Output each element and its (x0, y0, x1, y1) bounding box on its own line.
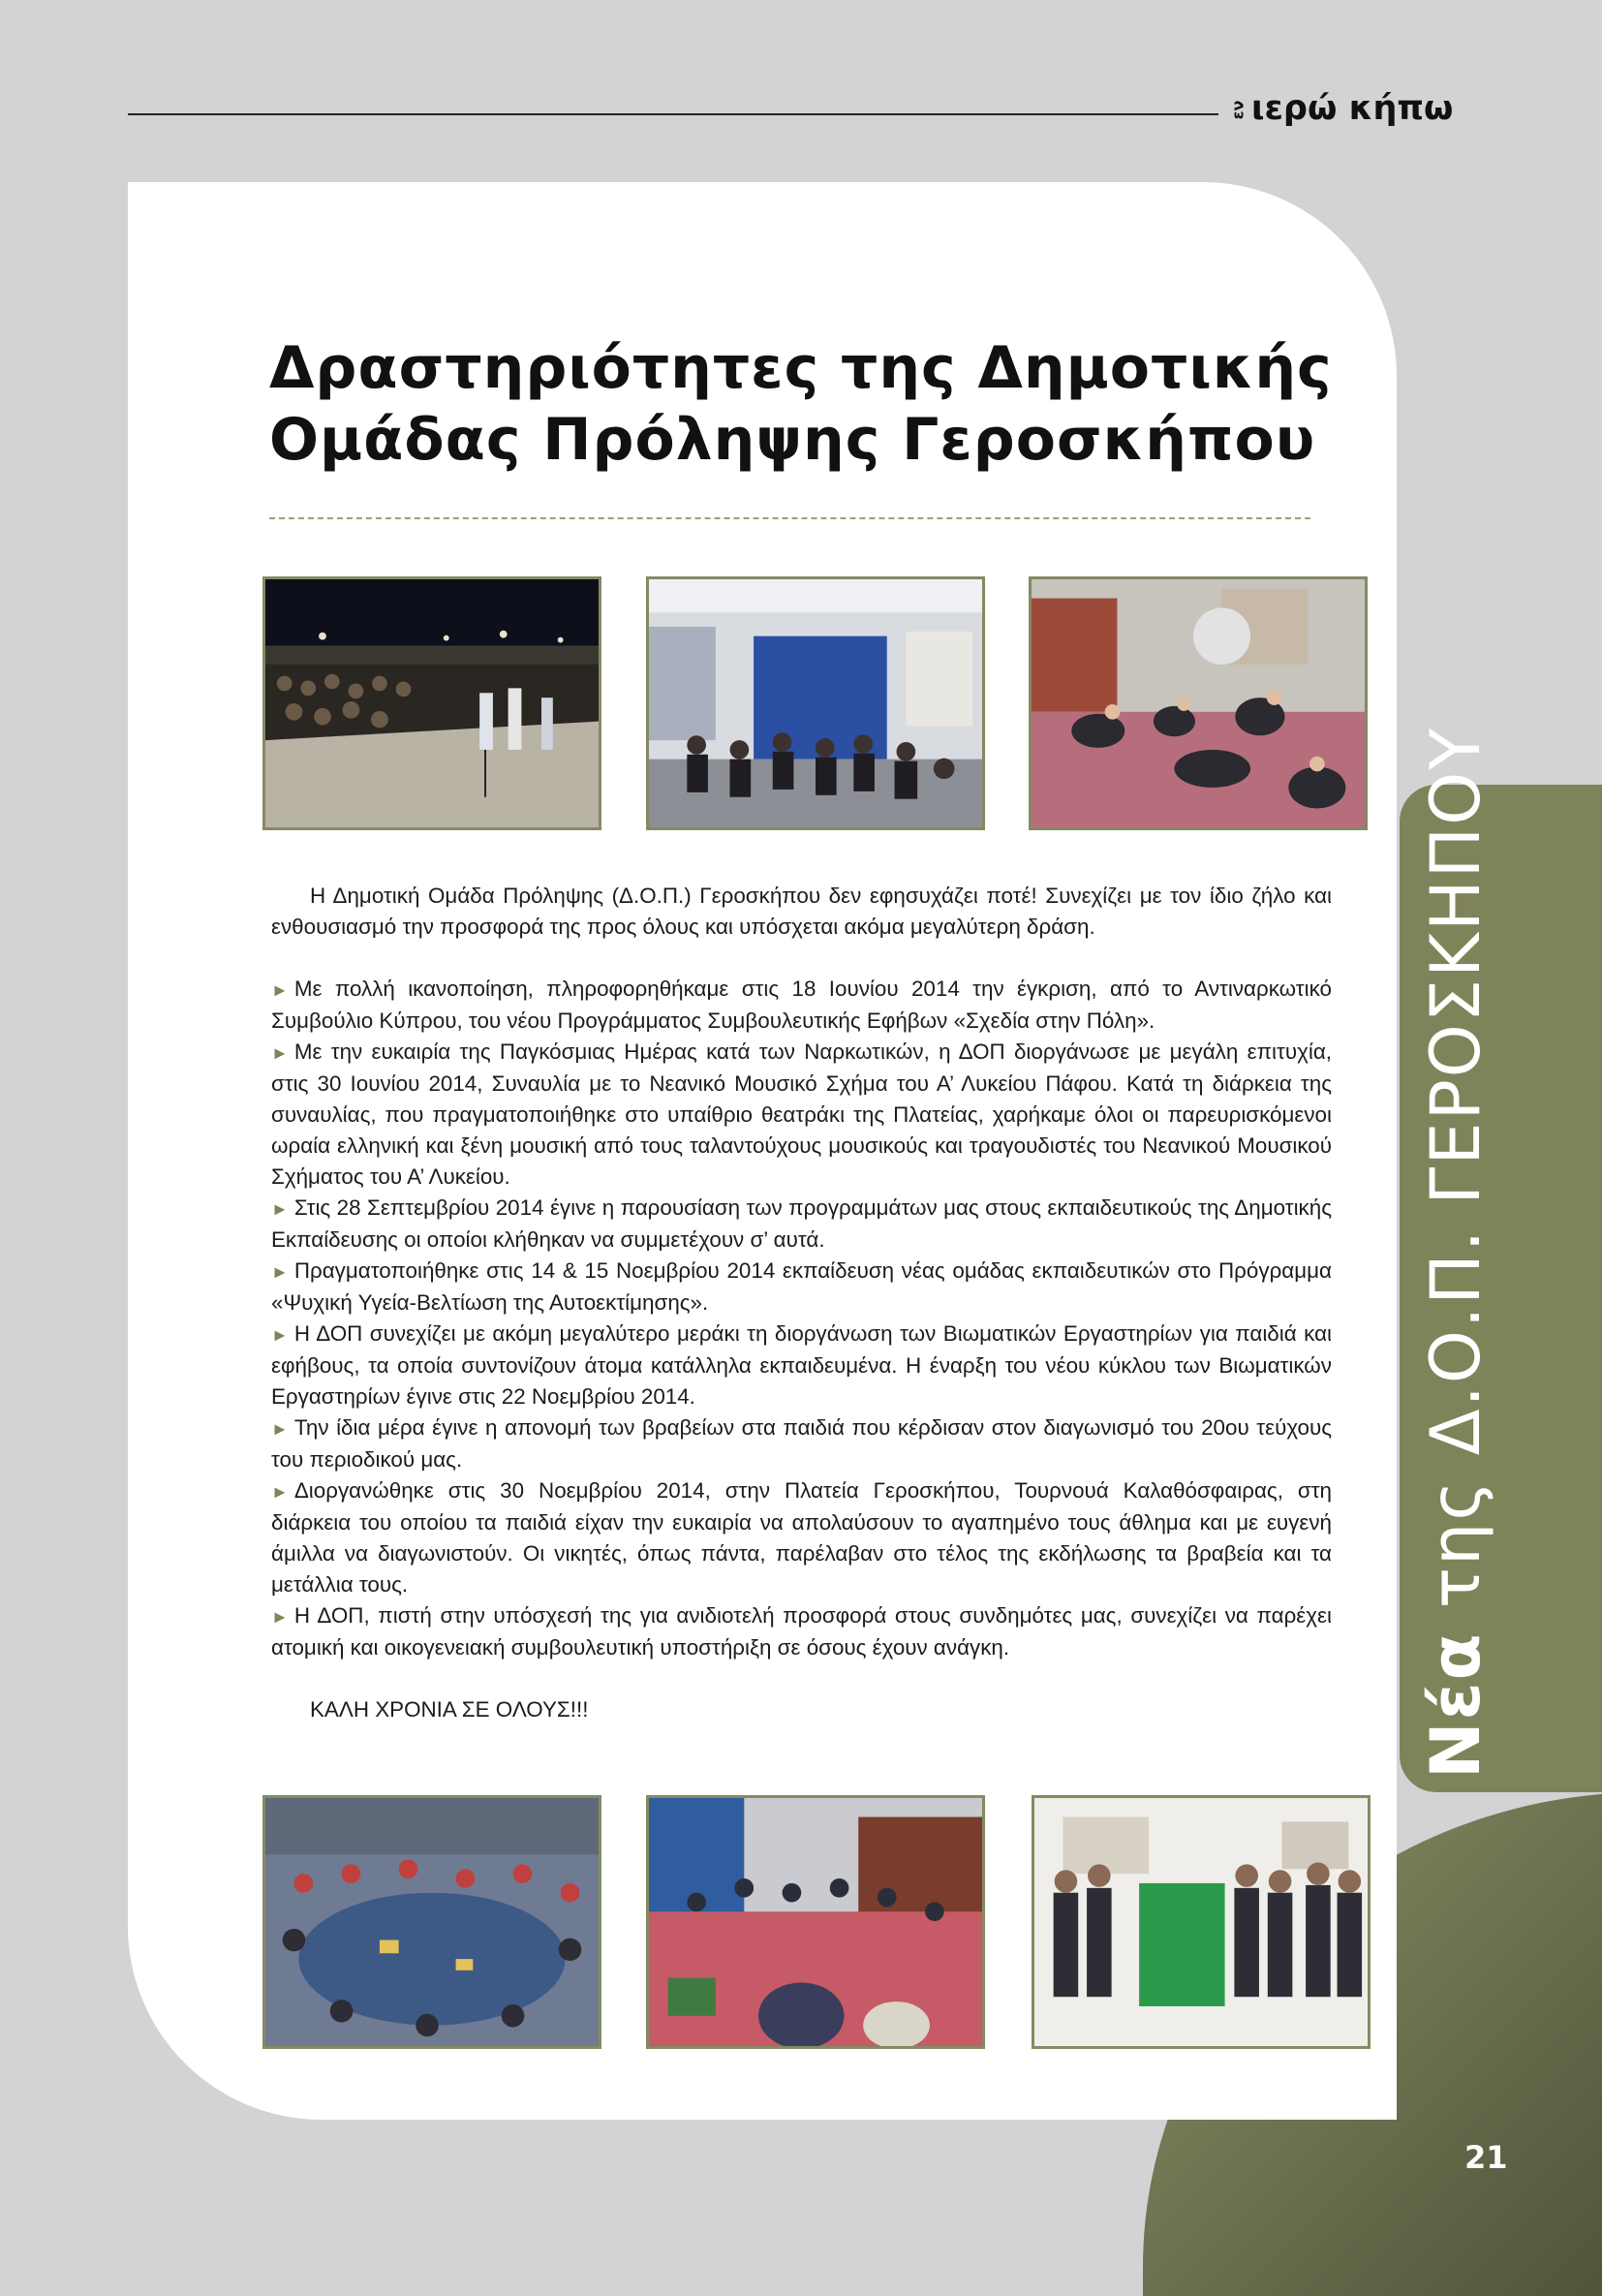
masthead-prefix: εν (1228, 100, 1248, 119)
title-divider (269, 517, 1310, 519)
bullet-marker: ► (271, 1419, 289, 1439)
masthead-title: ιερώ κήπω (1250, 89, 1454, 128)
article-title-line-1: Δραστηριότητες της Δημοτικής (269, 334, 1333, 402)
article-intro: Η Δημοτική Ομάδα Πρόληψης (Δ.Ο.Π.) Γεροσκήπου δεν εφησυχάζει ποτέ! Συνεχίζει με τον ίδιο ζήλο και ενθουσιασμό την προσφορά της προς όλους και υπόσχεται ακόμα μεγαλύτερη δράση. (271, 884, 1332, 939)
photo-award-group (1032, 1795, 1371, 2049)
article-bullet-8: ► Η ΔΟΠ, πιστή στην υπόσχεσή της για ανιδιοτελή προσφορά στους συνδημότες μας, συνεχίζει να παρέχει ατομική και οικογενειακή συμβουλευτική υποστήριξη σε όσους έχουν ανάγκη. (271, 1603, 1332, 1660)
masthead (1228, 89, 1453, 128)
bullet-marker: ► (271, 1482, 289, 1502)
bullet-marker: ► (271, 1262, 289, 1282)
article-bullet-2: ► Με την ευκαιρία της Παγκόσμιας Ημέρας κατά των Ναρκωτικών, η ΔΟΠ διοργάνωσε με μεγάλη επιτυχία, στις 30 Ιουνίου 2014, Συναυλία με το Νεανικό Μουσικό Σχήμα του Α’ Λυκείου Πάφου. Κατά τη διάρκεια της συναυλίας, που πραγματοποιήθηκε στο υπαίθριο θεατράκι της Πλατείας, χαρήκαμε όλοι οι παρευρισκόμενοι ωραία ελληνική και ξένη μουσική από τους ταλαντούχους μουσικούς και τραγουδιστές του Νεανικού Μουσικού Σχήματος του Α’ Λυκείου. (271, 1039, 1332, 1189)
article-bullet-4: ► Πραγματοποιήθηκε στις 14 & 15 Νοεμβρίου 2014 εκπαίδευση νέας ομάδας εκπαιδευτικών στο Πρόγραμμα «Ψυχική Υγεία-Βελτίωση της Αυτοεκτίμησης». (271, 1258, 1332, 1315)
bullet-marker: ► (271, 1043, 289, 1063)
article-title-line-2: Ομάδας Πρόληψης Γεροσκήπου (269, 406, 1316, 474)
article-bullet-5: ► Η ΔΟΠ συνεχίζει με ακόμη μεγαλύτερο μεράκι τη διοργάνωση των Βιωματικών Εργαστηρίων για παιδιά και εφήβους, τα οποία συντονίζουν άτομα κατάλληλα εκπαιδευμένα. Η έναρξη του νέου κύκλου των Βιωματικών Εργαστηρίων έγινε στις 22 Νοεμβρίου 2014. (271, 1321, 1332, 1409)
bullet-marker: ► (271, 1325, 289, 1345)
photo-concert-night (262, 576, 601, 830)
section-side-tab-label: Νέα της Δ.Ο.Π. ΓΕΡΟΣΚΗΠΟΥ (1416, 726, 1495, 1779)
article-closing: ΚΑΛΗ ΧΡΟΝΙΑ ΣΕ ΟΛΟΥΣ!!! (310, 1697, 589, 1722)
article-title (269, 332, 1335, 476)
article-bullet-7: ► Διοργανώθηκε στις 30 Νοεμβρίου 2014, στην Πλατεία Γεροσκήπου, Τουρνουά Καλαθόσφαιρας, στη διάρκεια του οποίου τα παιδιά είχαν την ευκαιρία να απολαύσουν το αγαπημένο τους άθλημα και με ευγενή άμιλλα να διαγωνιστούν. Οι νικητές, όπως πάντα, παρέλαβαν στο τέλος της εκδήλωσης τα βραβεία και τα μετάλλια τους. (271, 1478, 1332, 1597)
bullet-marker: ► (271, 980, 289, 1000)
bullet-marker: ► (271, 1607, 289, 1627)
article-bullet-6: ► Την ίδια μέρα έγινε η απονομή των βραβείων στα παιδιά που κέρδισαν στον διαγωνισμό του 20ου τεύχους του περιοδικού μας. (271, 1415, 1332, 1472)
page-number: 21 (1464, 2139, 1508, 2176)
photo-children-room (646, 1795, 985, 2049)
article-body (271, 881, 1332, 1725)
photo-seminar-room (646, 576, 985, 830)
header-rule (128, 113, 1218, 115)
photo-workshop-floor (1029, 576, 1368, 830)
bullet-marker: ► (271, 1199, 289, 1219)
article-bullet-3: ► Στις 28 Σεπτεμβρίου 2014 έγινε η παρουσίαση των προγραμμάτων μας στους εκπαιδευτικούς της Δημοτικής Εκπαίδευσης οι οποίοι κλήθηκαν να συμμετέχουν σ’ αυτά. (271, 1195, 1332, 1252)
article-bullet-1: ► Με πολλή ικανοποίηση, πληροφορηθήκαμε στις 18 Ιουνίου 2014 την έγκριση, από το Αντιναρκωτικό Συμβούλιο Κύπρου, του νέου Προγράμματος Συμβουλευτικής Εφήβων «Σχεδία στην Πόλη». (271, 977, 1332, 1033)
photo-children-circle (262, 1795, 601, 2049)
